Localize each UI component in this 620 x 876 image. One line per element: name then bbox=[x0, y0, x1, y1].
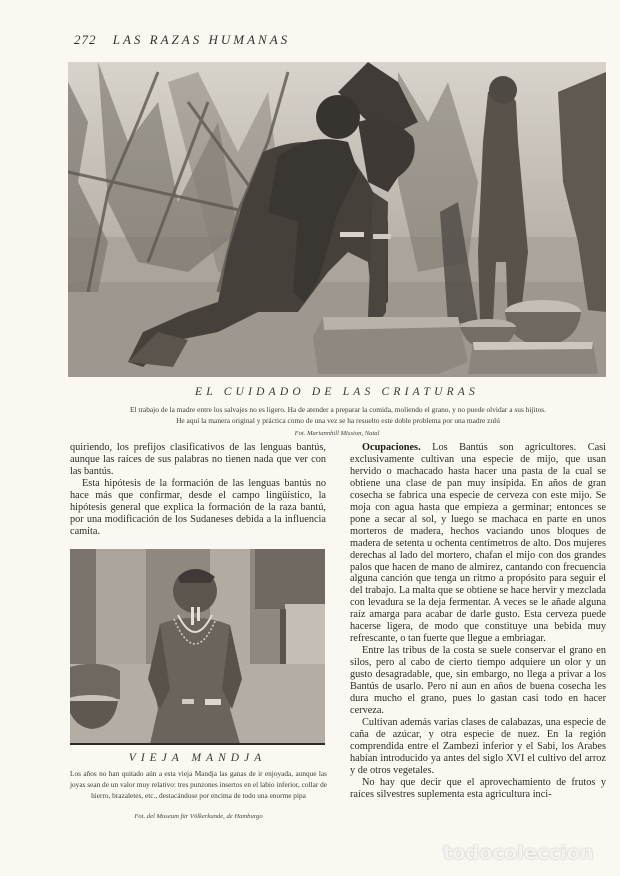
figure-title: EL CUIDADO DE LAS CRIATURAS bbox=[195, 386, 479, 398]
photo-credit: Fot. del Museum für Völkerkunde, de Hamburgo bbox=[134, 813, 263, 820]
paragraph: Entre las tribus de la costa se suele conservar el grano en silos, pero al cabo de cierto tiempo adquiere un olor y un gusto desagradable, que, sin embargo, no llega a privar a los Bantús de usarlo. Pero ni aun en años de buena cosecha les dura mucho el grano, pues lo gastan casi todo en hacer cerveza. bbox=[350, 645, 606, 716]
paragraph-text: Los Bantús son agricultores. Casi exclusivamente cultivan una especie de mijo, que usan hervido o machacado hasta hacer una pasta de la cual se obtiene una clase de pan muy insípida. En años de gran cosecha se fabrica una especie de cerveza con este mijo. Se moja con agua hasta que empieza a germinar; entonces se pone a secar al sol, y luego se machaca en parte en unos morteros de madera, hechos vaciando unos bloques de madera de setenta u ochenta centímetros de alto. Dos mujeres derechas al lado del mortero, chafan el mijo con dos grandes palos que hacen de mano de almirez, cantando con frecuencia alguna canción que tenga un ritmo a propósito para seguir el del trabajo. La malta que se obtiene se hace hervir y mezclada con levadura se la deja fermentar. A veces se le añade alguna raíz amarga para acabar de darle gusto. Esta cerveza puede hacerse ligera, de modo que constituye una bebida muy refrescante, o tan fuerte que llegue a embriagar. bbox=[350, 442, 607, 645]
figure-caption bbox=[66, 405, 610, 426]
paragraph: Cultivan además varias clases de calabazas, una especie de caña de azúcar, y otra especie de nuez. En la región comprendida entre el Zambezi inferior y el Sabi, los Arabes habían introducido ya antes del siglo XVI el cultivo del arroz y de otros vegetales. bbox=[350, 716, 606, 776]
figure-title: VIEJA MANDJA bbox=[128, 752, 267, 764]
paragraph: quiriendo, los prefijos clasificativos de las lenguas bantús, aunque las raíces de sus palabras no tienen nada que ver con las bantús. bbox=[70, 442, 326, 477]
figure-caption-line: El trabajo de la madre entre los salvajes no es ligero. Ha de atender a preparar la comida, moliendo el grano, y no puede olvidar a sus hijitos. bbox=[130, 405, 546, 414]
running-head-title: LAS RAZAS HUMANAS bbox=[112, 32, 291, 47]
paragraph bbox=[350, 442, 606, 645]
text-column-left bbox=[70, 442, 326, 538]
text-column-right bbox=[350, 442, 606, 801]
photo-old-mandja-woman bbox=[70, 549, 325, 745]
watermark: todocoleccion bbox=[443, 842, 594, 864]
photo-mother-grinding-grain bbox=[68, 62, 606, 377]
photo-credit: Fot. Mariannhill Mission, Natal bbox=[294, 430, 380, 437]
running-head bbox=[74, 32, 290, 48]
figure-caption-line: He aquí la manera original y práctica como de una vez se ha resuelto este doble problema por una madre zulú bbox=[176, 415, 500, 425]
photo-illustration bbox=[68, 62, 606, 377]
section-heading: Ocupaciones. bbox=[362, 442, 421, 453]
paragraph: Esta hipótesis de la formación de las lenguas bantús no hace más que confirmar, desde el campo lingüístico, la hipótesis general que explica la formación de la raza bantú, por una modificación de los Sudaneses debida a la influencia camita. bbox=[70, 477, 326, 537]
paragraph: No hay que decir que el aprovechamiento de frutos y raíces silvestres suplementa esta agricultura inci- bbox=[350, 776, 606, 800]
photo-illustration bbox=[70, 549, 325, 745]
figure-caption: Los años no han quitado aún a esta vieja Mandja las ganas de ir enjoyada, aunque las joyas sean de un valor muy relativo: tres punzones insertos en el labio inferior, collar de hierro, brazaletes, etc., destacándose por encima de todo una enorme pipa bbox=[70, 769, 327, 800]
page-number: 272 bbox=[74, 32, 97, 47]
